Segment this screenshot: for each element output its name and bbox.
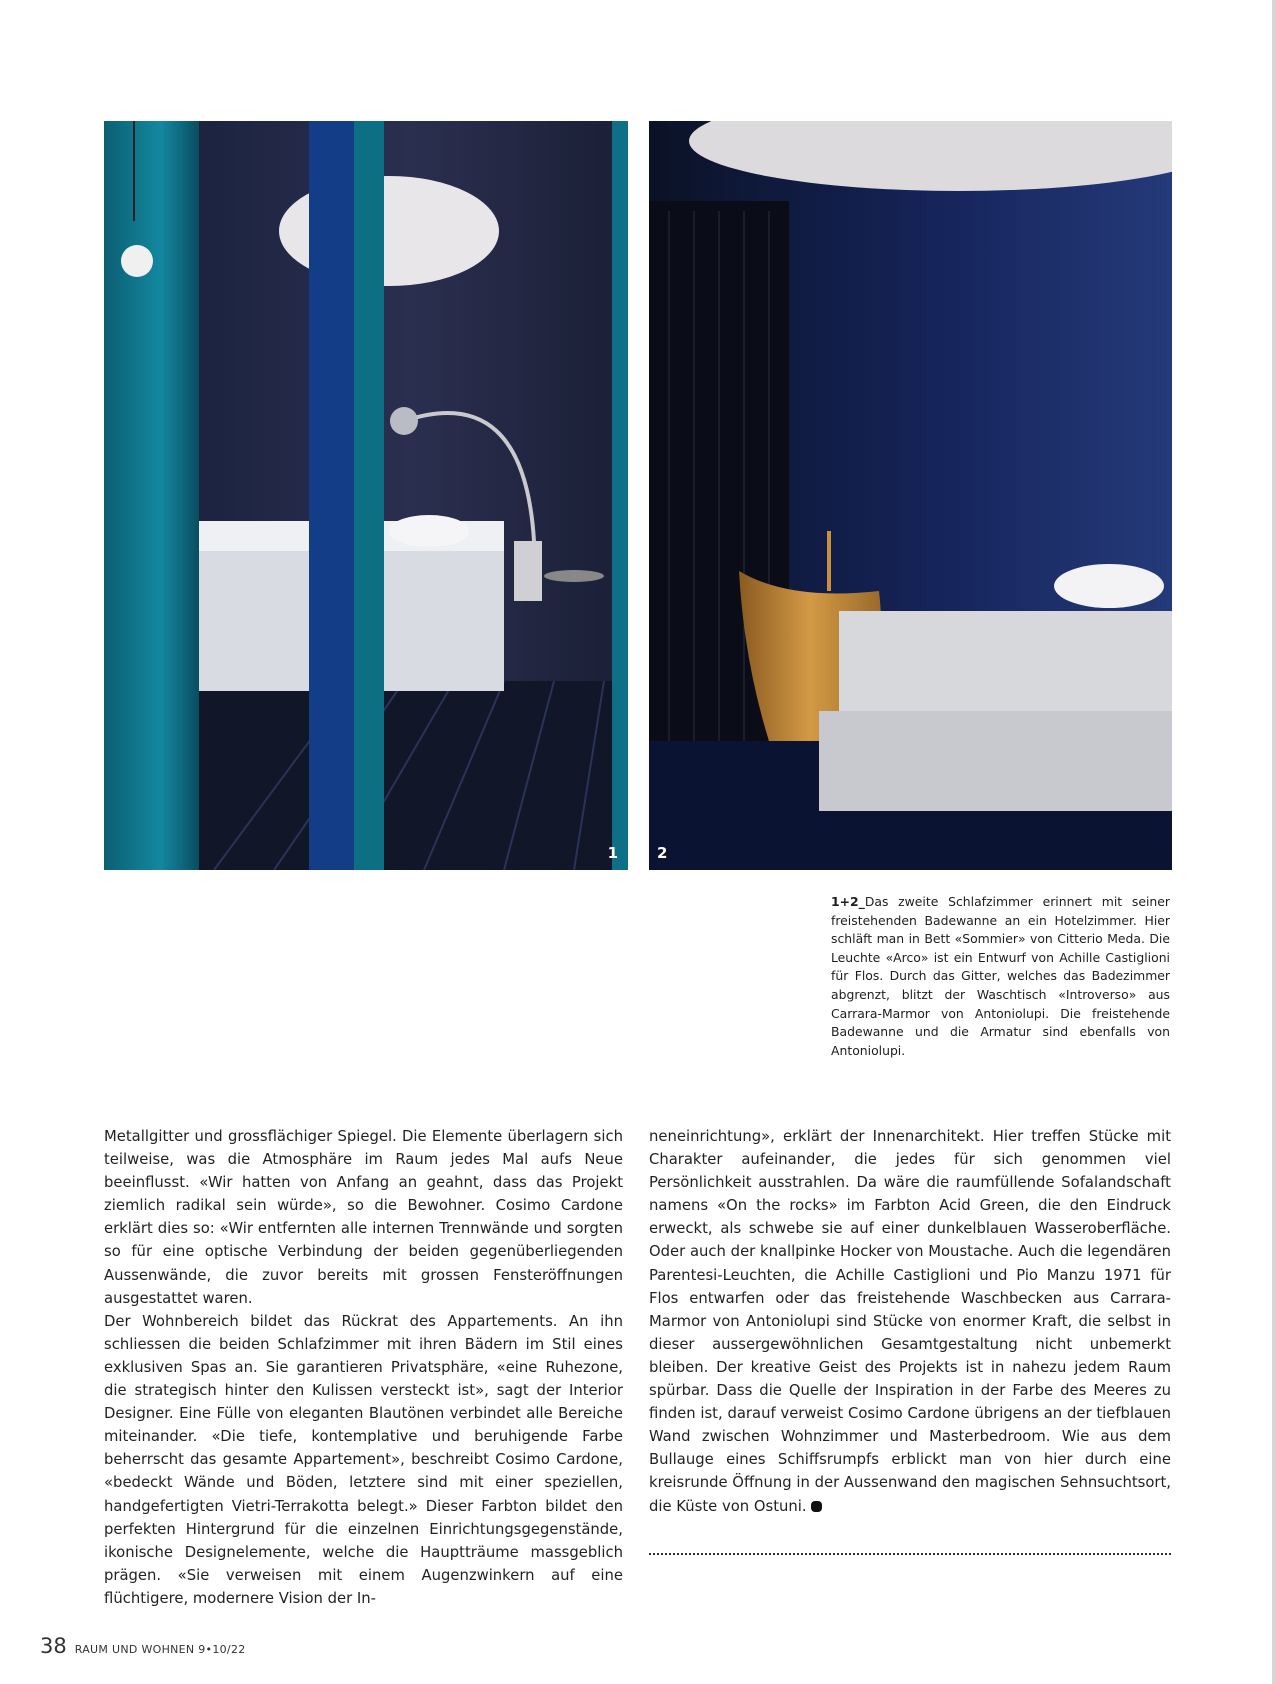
article-column-2 bbox=[649, 1125, 1171, 1518]
article-paragraph: Metallgitter und grossflächiger Spiegel. Die Elemente überlagern sich teilweise, was die Atmosphäre im Raum jedes Mal aufs Neue beeinflusst. «Wir hatten von Anfang an geahnt, dass das Projekt ziemlich radikal sein würde», so die Bewohner. Cosimo Cardone erklärt dies so: «Wir entfernten alle internen Trennwände und sorgten so für eine optische Verbindung der beiden gegenüberliegenden Aussenwände, die zuvor bereits mit grossen Fensteröffnungen ausgestattet waren. bbox=[104, 1128, 623, 1307]
magazine-issue: RAUM UND WOHNEN 9•10/22 bbox=[74, 1643, 246, 1656]
photo-2 bbox=[649, 121, 1172, 870]
caption-text: Das zweite Schlafzimmer erinnert mit seiner freistehenden Badewanne an ein Hotelzimmer. Hier schläft man in Bett «Sommier» von Citterio Meda. Die Leuchte «Arco» ist ein Entwurf von Achille Castiglioni für Flos. Durch das Gitter, welches das Badezimmer abgrenzt, blitzt der Waschtisch «Introverso» aus Carrara-Marmor von Antoniolupi. Die freistehende Badewanne und die Armatur sind ebenfalls von Antoniolupi. bbox=[831, 894, 1170, 1058]
photo-2-image bbox=[649, 121, 1172, 870]
photo-1 bbox=[104, 121, 628, 870]
page-footer bbox=[40, 1634, 246, 1658]
photo-caption bbox=[831, 893, 1170, 1060]
photo-1-image bbox=[104, 121, 628, 870]
end-mark-icon bbox=[811, 1501, 822, 1512]
caption-lead: 1+2_ bbox=[831, 894, 865, 909]
article-column-1 bbox=[104, 1125, 623, 1610]
photo-2-number: 2 bbox=[657, 844, 668, 862]
page-number: 38 bbox=[40, 1634, 67, 1658]
article-paragraph: Der Wohnbereich bildet das Rückrat des Appartements. An ihn schliessen die beiden Schlafzimmer mit ihren Bädern im Stil eines exklusiven Spas an. Sie garantieren Privatsphäre, «eine Ruhezone, die strategisch hinter den Kulissen versteckt ist», sagt der Interior Designer. Eine Fülle von eleganten Blautönen verbindet alle Bereiche miteinander. «Die tiefe, kontemplative und beruhigende Farbe beherrscht das gesamte Appartement», beschreibt Cosimo Cardone, «bedeckt Wände und Böden, letztere sind mit einer speziellen, handgefertigten Vietri-Terrakotta belegt.» Dieser Farbton bildet den perfekten Hintergrund für die einzelnen Einrichtungsgegenstände, ikonische Designelemente, welche die Hauptträume massgeblich prägen. «Sie verweisen mit einem Augenzwinkern auf eine flüchtigere, modernere Vision der In- bbox=[104, 1312, 623, 1607]
page-edge bbox=[1272, 0, 1276, 1684]
photo-1-number: 1 bbox=[607, 844, 618, 862]
dotted-divider bbox=[649, 1553, 1171, 1555]
article-paragraph: neneinrichtung», erklärt der Innenarchitekt. Hier treffen Stücke mit Charakter aufeinander, die jedes für sich genommen viel Persönlichkeit ausstrahlen. Da wäre die raumfüllende Sofalandschaft namens «On the rocks» im Farbton Acid Green, die den Eindruck erweckt, als schwebe sie auf einer dunkelblauen Wasseroberfläche. Oder auch der knallpinke Hocker von Moustache. Auch die legendären Parentesi-Leuchten, die Achille Castiglioni und Pio Manzu 1971 für Flos entwarfen oder das freistehende Waschbecken aus Carrara-Marmor von Antoniolupi sind Stücke von enormer Kraft, die selbst in dieser aussergewöhnlichen Gesamtgestaltung nicht unbemerkt bleiben. Der kreative Geist des Projekts ist in nahezu jedem Raum spürbar. Dass die Quelle der Inspiration in der Farbe des Meeres zu finden ist, darauf verweist Cosimo Cardone übrigens an der tiefblauen Wand zwischen Wohnzimmer und Masterbedroom. Wie aus dem Bullauge eines Schiffsrumpfs erblickt man von hier durch eine kreisrunde Öffnung in der Aussenwand den magischen Sehnsuchtsort, die Küste von Ostuni. bbox=[649, 1128, 1171, 1515]
